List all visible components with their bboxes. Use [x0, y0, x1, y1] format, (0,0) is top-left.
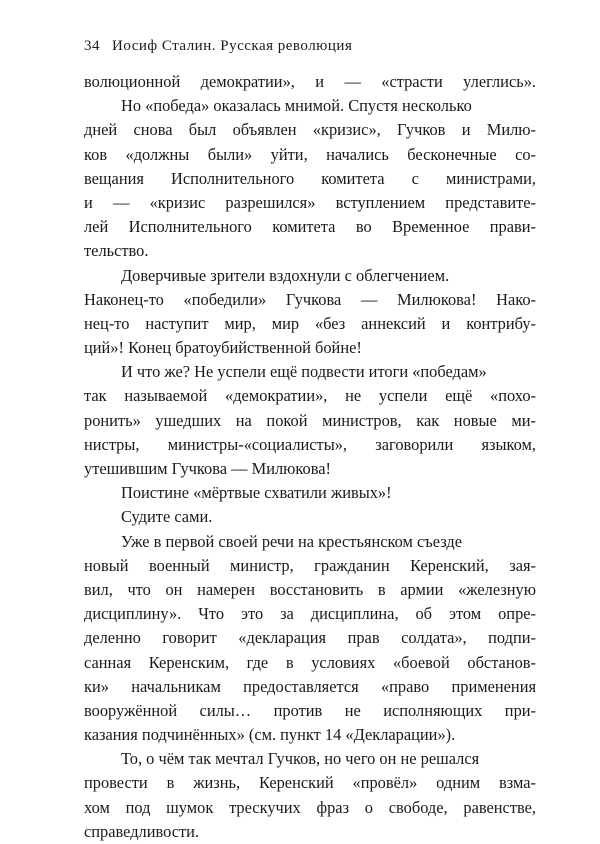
- text-line: волюционной демократии», и — «страсти улеглись».: [84, 72, 536, 91]
- paragraph-first-line: То, о чём так мечтал Гучков, но чего он не решался: [121, 749, 480, 769]
- text-line: санная Керенским, где в условиях «боевой обстанов-: [84, 652, 536, 672]
- text-line: дней снова был объявлен «кризис», Гучков и Милю-: [84, 120, 536, 140]
- text-line: вооружённой силы… против не исполняющих при-: [84, 700, 536, 720]
- paragraph-single-line: Поистине «мёртвые схватили живых»!: [121, 483, 392, 503]
- text-line: ки» начальникам предоставляется «право применения: [84, 676, 536, 696]
- text-line: Наконец-то «победили» Гучкова — Милюкова! Нако-: [84, 289, 536, 309]
- paragraph-last-line: тельство.: [84, 241, 149, 261]
- text-line: ронить» ушедших на покой министров, как новые ми-: [84, 410, 536, 430]
- text-line: дисциплину». Что это за дисциплина, об этом опре-: [84, 604, 536, 624]
- paragraph-first-line: Доверчивые зрители вздохнули с облегчением.: [121, 265, 450, 285]
- text-line: хом под шумок трескучих фраз о свободе, равенстве,: [84, 797, 536, 817]
- text-line: вещания Исполнительного комитета с министрами,: [84, 168, 536, 188]
- text-line: вил, что он намерен восстановить в армии «железную: [84, 579, 536, 599]
- body-text: [84, 70, 536, 844]
- page-number: 34: [84, 38, 100, 54]
- paragraph-last-line: утешившим Гучкова — Милюкова!: [84, 459, 331, 478]
- text-line: ков «должны были» уйти, начались бесконечные со-: [84, 144, 536, 164]
- text-line: лей Исполнительного комитета во Временное прави-: [84, 217, 536, 237]
- text-line: провести в жизнь, Керенский «провёл» одним взма-: [84, 773, 536, 793]
- paragraph-first-line: И что же? Не успели ещё подвести итоги «победам»: [121, 362, 487, 382]
- text-line: деленно говорит «декларация прав солдата», подпи-: [84, 628, 536, 648]
- paragraph-last-line: ций»! Конец братоубийственной бойне!: [84, 338, 362, 358]
- paragraph-single-line: Судите сами.: [121, 507, 213, 527]
- text-line: и — «кризис разрешился» вступлением представите-: [84, 192, 536, 212]
- paragraph-first-line: Уже в первой своей речи на крестьянском съезде: [121, 531, 463, 551]
- text-line: нец-то наступит мир, мир «без аннексий и контрибу-: [84, 313, 536, 333]
- paragraph-last-line: справедливости.: [84, 821, 200, 841]
- paragraph-first-line: Но «победа» оказалась мнимой. Спустя несколько: [121, 96, 472, 116]
- running-title: Иосиф Сталин. Русская революция: [112, 38, 353, 54]
- text-line: новый военный министр, гражданин Керенский, зая-: [84, 555, 536, 575]
- paragraph-last-line: казания подчинённых» (см. пункт 14 «Декларации»).: [84, 725, 456, 745]
- text-line: нистры, министры-«социалисты», заговорили языком,: [84, 434, 536, 454]
- running-head: [84, 38, 524, 55]
- text-line: так называемой «демократии», не успели ещё «похо-: [84, 386, 536, 406]
